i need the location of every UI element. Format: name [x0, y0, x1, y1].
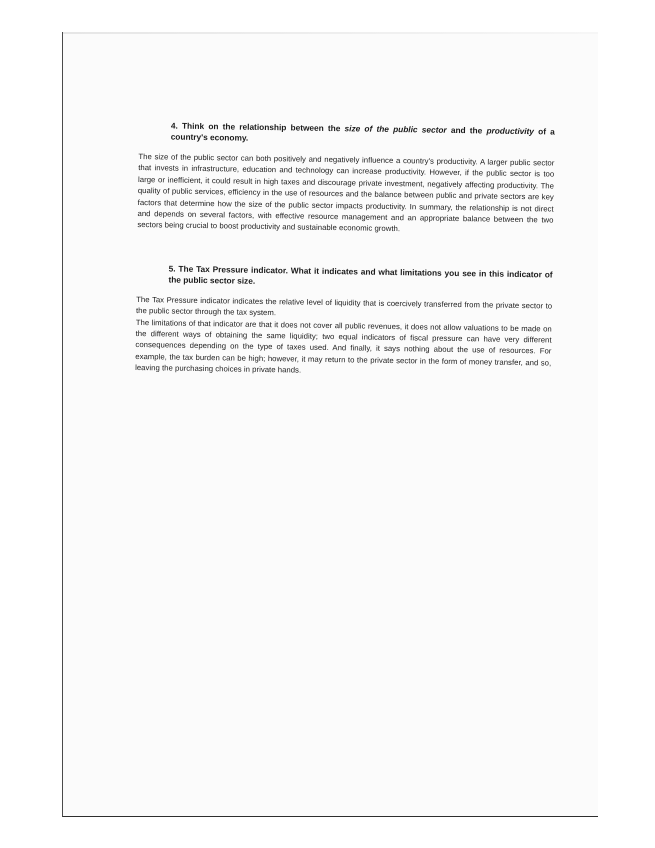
answer-5-paragraph-1: The Tax Pressure indicator indicates the relative level of liquidity that is coercively transferred from the private sector to the public sector through the tax system.: [135, 294, 553, 318]
question-4-mid: and the: [450, 124, 483, 136]
question-4-emphasis-productivity: productivity: [486, 125, 535, 137]
answer-4: The size of the public sector can both positively and negatively influence a country's productivity. A larger public sector that invests in infrastructure, education and technology can increase productivity. However, if the public sector is too large or inefficient, it could result in high taxes and discourage private investment, negatively affecting productivity. The quality of public services, efficiency in the use of resources and the balance between public and private sectors are key factors that determine how the size of the public sector impacts productivity. In summary, the relationship is not direct and depends on several factors, with effective resource management and an appropriate balance between the two sectors being crucial to boost productivity and sustainable economic growth.: [137, 151, 555, 234]
question-4-number: 4.: [170, 120, 178, 131]
page-top-edge: [63, 32, 598, 34]
document-content: [135, 120, 555, 380]
document-page: [62, 32, 598, 817]
question-4-emphasis-size: size of the public sector: [344, 123, 447, 135]
question-4-tail: of a country's economy.: [170, 126, 555, 143]
question-4: [171, 121, 555, 149]
answer-5-paragraph-2: The limitations of that indicator are that it does not cover all public revenues, it does not allow valuations to be made on the different ways of obtaining the same liquidity; two equal indicators of fiscal pressure can have very different consequences depending on the type of taxes used. And finally, it says nothing about the use of resources. For example, the tax burden can be high; however, it may return to the private sector in the form of money transfer, and so, leaving the purchasing choices in private hands.: [135, 317, 552, 375]
question-4-lead: Think on the relationship between the: [181, 120, 341, 134]
question-5: 5. The Tax Pressure indicator. What it indicates and what limitations you see in this indicator of the public sector size.: [168, 263, 553, 286]
